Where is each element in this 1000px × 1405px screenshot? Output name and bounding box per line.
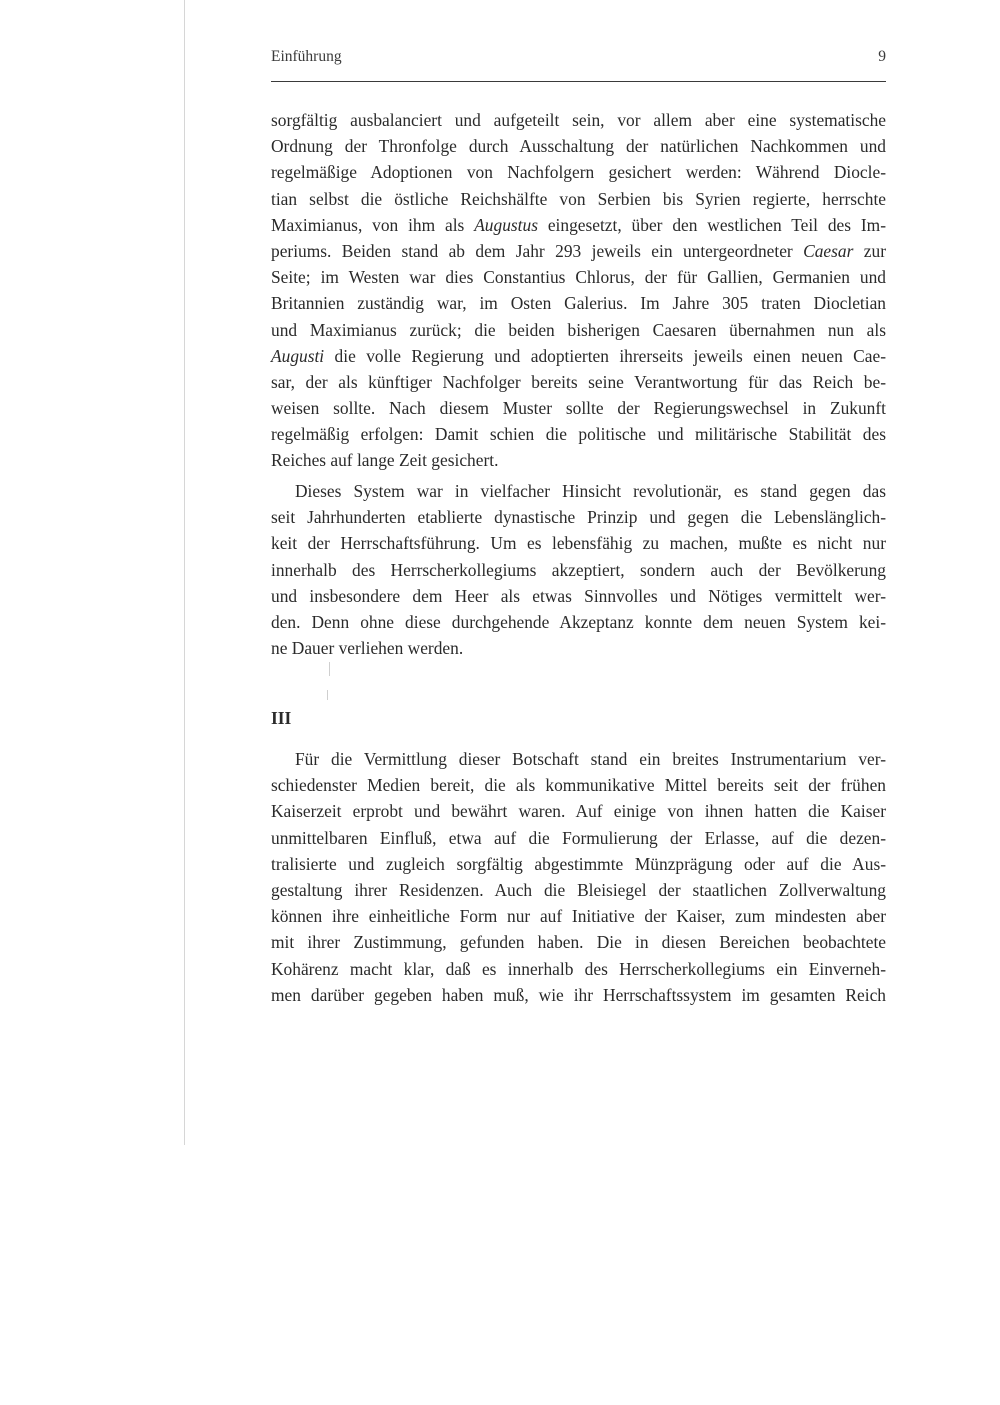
text-line: Ordnung der Thronfolge durch Ausschaltung der natürlichen Nachkommen und: [271, 136, 886, 157]
italic-term: Augustus: [474, 214, 538, 235]
paragraph-1: [271, 107, 886, 474]
text-line: Kohärenz macht klar, daß es innerhalb des Herrscherkollegiums ein Einverneh-: [271, 958, 886, 979]
header-rule: [271, 81, 886, 82]
text-line: men darüber gegeben haben muß, wie ihr Herrschaftssystem im gesamten Reich: [271, 984, 886, 1005]
text-line: Kaiserzeit erprobt und bewährt waren. Auf einige von ihnen hatten die Kaiser: [271, 801, 886, 822]
paragraph-3: [271, 746, 886, 1008]
text-line: gestaltung ihrer Residenzen. Auch die Bleisiegel der staatlichen Zollverwaltung: [271, 879, 886, 900]
text-line: Augusti die volle Regierung und adoptierten ihrerseits jeweils einen neuen Cae-: [271, 345, 886, 366]
scan-speck: [329, 662, 330, 676]
text-line: den. Denn ohne diese durchgehende Akzeptanz konnte dem neuen System kei-: [271, 611, 886, 632]
text-line: und Maximianus zurück; die beiden bisherigen Caesaren übernahmen nun als: [271, 319, 886, 340]
text-line: mit ihrer Zustimmung, gefunden haben. Die in diesen Bereichen beobachtete: [271, 932, 886, 953]
text-line: innerhalb des Herrscherkollegiums akzeptiert, sondern auch der Bevölkerung: [271, 559, 886, 580]
text-line: tralisierte und zugleich sorgfältig abgestimmte Münzprägung oder auf die Aus-: [271, 853, 886, 874]
text-line: weisen sollte. Nach diesem Muster sollte der Regierungswechsel in Zukunft: [271, 398, 886, 419]
text-line: und insbesondere dem Heer als etwas Sinnvolles und Nötiges vermittelt wer-: [271, 585, 886, 606]
section-heading: III: [271, 708, 292, 728]
text-line: regelmäßig erfolgen: Damit schien die politische und militärische Stabilität des: [271, 424, 886, 445]
text-line: regelmäßige Adoptionen von Nachfolgern gesichert werden: Während Diocle-: [271, 162, 886, 183]
scan-gutter-line: [184, 0, 185, 1145]
text-line: können ihre einheitliche Form nur auf Initiative der Kaiser, zum mindesten aber: [271, 906, 886, 927]
text-line: Maximianus, von ihm als Augustus eingesetzt, über den westlichen Teil des Im-: [271, 214, 886, 235]
italic-term: Augusti: [271, 345, 325, 366]
text-line: sorgfältig ausbalanciert und aufgeteilt sein, vor allem aber eine systematische: [271, 110, 886, 130]
text-line: Reiches auf lange Zeit gesichert.: [271, 450, 499, 471]
text-line: periums. Beiden stand ab dem Jahr 293 jeweils ein untergeordneter Caesar zur: [271, 240, 886, 261]
text-line: keit der Herrschaftsführung. Um es lebensfähig zu machen, mußte es nicht nur: [271, 533, 886, 554]
page-number: 9: [878, 48, 886, 65]
text-line: unmittelbaren Einfluß, etwa auf die Formulierung der Erlasse, auf die dezen-: [271, 827, 886, 848]
text-line: tian selbst die östliche Reichshälfte von Serbien bis Syrien regierte, herrschte: [271, 188, 886, 209]
text-line: Seite; im Westen war dies Constantius Chlorus, der für Gallien, Germanien und: [271, 267, 886, 288]
paragraph-2: [271, 478, 886, 661]
running-head: [271, 48, 886, 70]
text-line: seit Jahrhunderten etablierte dynastische Prinzip und gegen die Lebenslänglich-: [271, 507, 886, 528]
text-line: ne Dauer verliehen werden.: [271, 638, 464, 659]
text-line: sar, der als künftiger Nachfolger bereits seine Verantwortung für das Reich be-: [271, 371, 886, 392]
text-line: Dieses System war in vielfacher Hinsicht revolutionär, es stand gegen das: [295, 481, 886, 501]
text-line: Britannien zuständig war, im Osten Galerius. Im Jahre 305 traten Diocletian: [271, 293, 886, 314]
text-line: schiedenster Medien bereit, die als kommunikative Mittel bereits seit der frühen: [271, 775, 886, 796]
italic-term: Caesar: [803, 240, 854, 261]
running-head-title: Einführung: [271, 48, 342, 65]
scan-speck: [327, 690, 328, 700]
text-line: Für die Vermittlung dieser Botschaft stand ein breites Instrumentarium ver-: [295, 749, 886, 769]
